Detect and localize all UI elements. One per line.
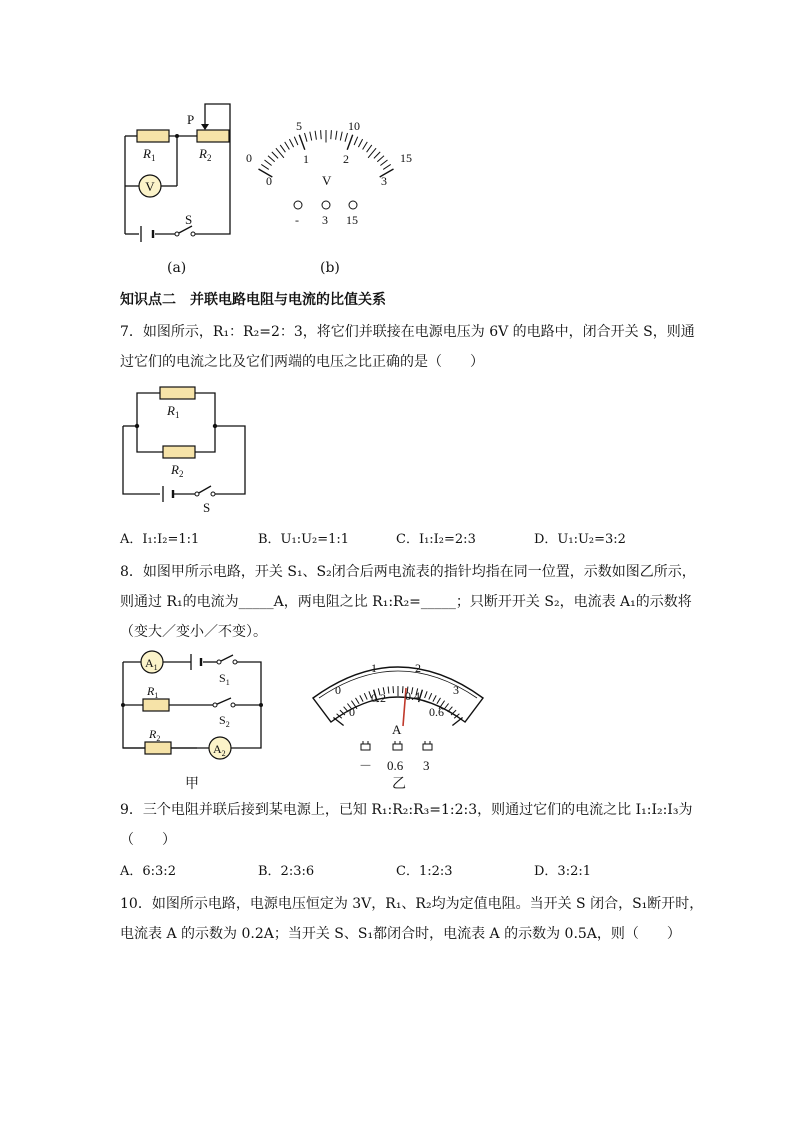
dial-yi-unit: A xyxy=(392,722,402,737)
figure-b-caption: (b) xyxy=(320,260,340,276)
q7-option-d[interactable]: D．U₁:U₂=3:2 xyxy=(534,532,626,547)
dial-b-tick xyxy=(347,135,353,150)
q7-option-a[interactable]: A．I₁:I₂=1:1 xyxy=(120,532,200,547)
dial-b-tick xyxy=(310,132,312,141)
q8-line1: 8．如图甲所示电路，开关 S₁、S₂闭合后两电流表的指针均指在同一位置，示数如图乙所示， xyxy=(120,564,696,580)
q8-fig-jia-caption: 甲 xyxy=(185,776,199,792)
dial-yi-terminal-minus: － xyxy=(359,758,373,773)
dial-yi-tick xyxy=(452,718,462,726)
q7-line2: 过它们的电流之比及它们两端的电压之比正确的是（ ） xyxy=(120,354,484,370)
q7-circuit xyxy=(115,380,255,520)
dial-yi-outer-3: 3 xyxy=(453,683,459,697)
dial-b-tick xyxy=(374,152,380,159)
r2-label: $R_2$ xyxy=(199,146,212,163)
dial-b-inner-1: 1 xyxy=(303,152,309,166)
dial-b-tick xyxy=(367,145,372,152)
dial-b-tick xyxy=(363,142,368,150)
resistor-r2 xyxy=(197,130,229,142)
q7-switch-label: S xyxy=(203,500,211,515)
dial-b-tick xyxy=(331,130,332,139)
dial-yi-tick xyxy=(333,718,343,726)
switch-s1-label: $S_1$ xyxy=(219,671,230,687)
dial-b-tick xyxy=(299,135,305,150)
dial-yi-terminal-06: 0.6 xyxy=(387,758,404,773)
dial-yi-terminal-3: 3 xyxy=(423,758,430,773)
terminal-15-label: 15 xyxy=(346,213,358,227)
dial-b-outer-15: 15 xyxy=(400,151,412,165)
dial-yi-outer-1: 1 xyxy=(371,661,377,675)
q9-option-d[interactable]: D．3:2:1 xyxy=(534,864,591,879)
dial-yi-tick xyxy=(393,686,394,693)
dial-b-tick xyxy=(380,160,387,166)
dial-yi-inner-04: 0.4 xyxy=(405,689,420,703)
terminal-icons xyxy=(361,741,432,750)
ammeter-a2-label: $A_2$ xyxy=(213,742,226,758)
q7-resistor-r1 xyxy=(160,387,195,399)
dial-b-tick xyxy=(377,156,384,162)
dial-b-tick xyxy=(340,132,342,141)
dial-b-tick xyxy=(368,148,376,158)
dial-b-tick xyxy=(321,130,322,139)
dial-b-tick xyxy=(268,156,275,162)
q8-circuit-jia xyxy=(115,648,275,768)
dial-yi-tick xyxy=(403,686,404,693)
q8-line2: 则通过 R₁的电流为_____A，两电阻之比 R₁:R₂=_____；只断开开关 S₂，电流表 A₁的示数将 xyxy=(120,594,692,610)
dial-b-tick xyxy=(305,133,308,142)
dial-b-tick xyxy=(315,131,316,140)
dial-b-tick xyxy=(272,152,278,159)
ammeter-a1-label: $A_1$ xyxy=(145,656,158,672)
dial-b-tick xyxy=(294,137,298,145)
dial-b-outer-10: 10 xyxy=(348,119,360,133)
dial-b-inner-3: 3 xyxy=(381,174,387,188)
voltmeter-label: V xyxy=(145,179,155,194)
figure-b-voltmeter-dial xyxy=(240,112,420,232)
section-heading: 知识点二 并联电路电阻与电流的比值关系 xyxy=(120,292,386,308)
q8-fig-yi-caption: 乙 xyxy=(392,776,406,792)
dial-b-unit: V xyxy=(322,173,332,188)
dial-b-tick xyxy=(276,148,284,158)
dial-b-tick xyxy=(358,139,362,147)
q8-resistor-r2 xyxy=(145,742,171,754)
dial-b-tick xyxy=(345,133,348,142)
switch-label: S xyxy=(185,212,193,227)
dial-yi-outer-0: 0 xyxy=(335,683,341,697)
dial-yi-inner-02: 0.2 xyxy=(371,691,386,705)
q7-r1-label: $R_1$ xyxy=(167,403,180,420)
dial-b-tick xyxy=(285,142,290,150)
q7-resistor-r2 xyxy=(163,446,195,458)
dial-yi-outer-2: 2 xyxy=(415,661,421,675)
dial-yi-inner-0: 0 xyxy=(349,705,355,719)
q10-line1: 10．如图所示电路，电源电压恒定为 3V，R₁、R₂均为定值电阻。当开关 S 闭合，S₁断开时， xyxy=(120,896,704,912)
q9-option-a[interactable]: A．6:3:2 xyxy=(120,864,176,879)
dial-yi-inner-06: 0.6 xyxy=(429,705,444,719)
terminal-3-label: 3 xyxy=(322,213,328,227)
terminal-minus-label: - xyxy=(295,213,299,227)
q9-line2: （ ） xyxy=(120,832,176,848)
dial-b-inner-2: 2 xyxy=(343,152,349,166)
dial-b-tick xyxy=(261,164,269,169)
dial-b-tick xyxy=(336,131,337,140)
q8-r1-label: $R_1$ xyxy=(147,684,159,700)
q7-r2-label: $R_2$ xyxy=(171,462,184,479)
q8-ammeter-dial-yi xyxy=(305,650,491,774)
q9-option-b[interactable]: B．2:3:6 xyxy=(258,864,315,879)
q7-line1: 7．如图所示，R₁：R₂=2：3，将它们并联接在电源电压为 6V 的电路中，闭合开关 S，则通 xyxy=(120,324,695,340)
q9-line1: 9．三个电阻并联后接到某电源上，已知 R₁:R₂:R₃=1:2:3，则通过它们的电流之比 I₁:I₂:I₃为 xyxy=(120,802,693,818)
dial-b-outer-5: 5 xyxy=(296,119,302,133)
dial-b-tick xyxy=(265,160,272,166)
q8-line3: （变大／变小／不变）。 xyxy=(120,624,267,640)
figure-a-circuit xyxy=(115,96,245,250)
dial-b-tick xyxy=(280,145,285,152)
dial-b-outer-0: 0 xyxy=(246,151,252,165)
dial-b-inner-0: 0 xyxy=(266,174,272,188)
dial-b-tick xyxy=(383,164,391,169)
q8-resistor-r1 xyxy=(143,699,169,711)
q9-option-c[interactable]: C．1:2:3 xyxy=(396,864,453,879)
q7-option-b[interactable]: B．U₁:U₂=1:1 xyxy=(258,532,350,547)
q7-option-c[interactable]: C．I₁:I₂=2:3 xyxy=(396,532,476,547)
terminal-15-icon xyxy=(349,201,357,209)
resistor-r1 xyxy=(137,130,169,142)
figure-a-caption: (a) xyxy=(167,260,187,276)
q8-r2-label: $R_2$ xyxy=(149,727,161,743)
switch-s2-label: $S_2$ xyxy=(219,713,230,729)
p-label: P xyxy=(187,112,195,127)
terminal-3-icon xyxy=(322,201,330,209)
r1-label: $R_1$ xyxy=(143,146,156,163)
q10-line2: 电流表 A 的示数为 0.2A；当开关 S、S₁都闭合时，电流表 A 的示数为 0.5A，则（ ） xyxy=(120,926,681,942)
dial-b-tick xyxy=(354,137,358,145)
slider-arrow-icon xyxy=(201,124,209,130)
dial-b-tick xyxy=(289,139,293,147)
terminal-minus-icon xyxy=(294,201,302,209)
